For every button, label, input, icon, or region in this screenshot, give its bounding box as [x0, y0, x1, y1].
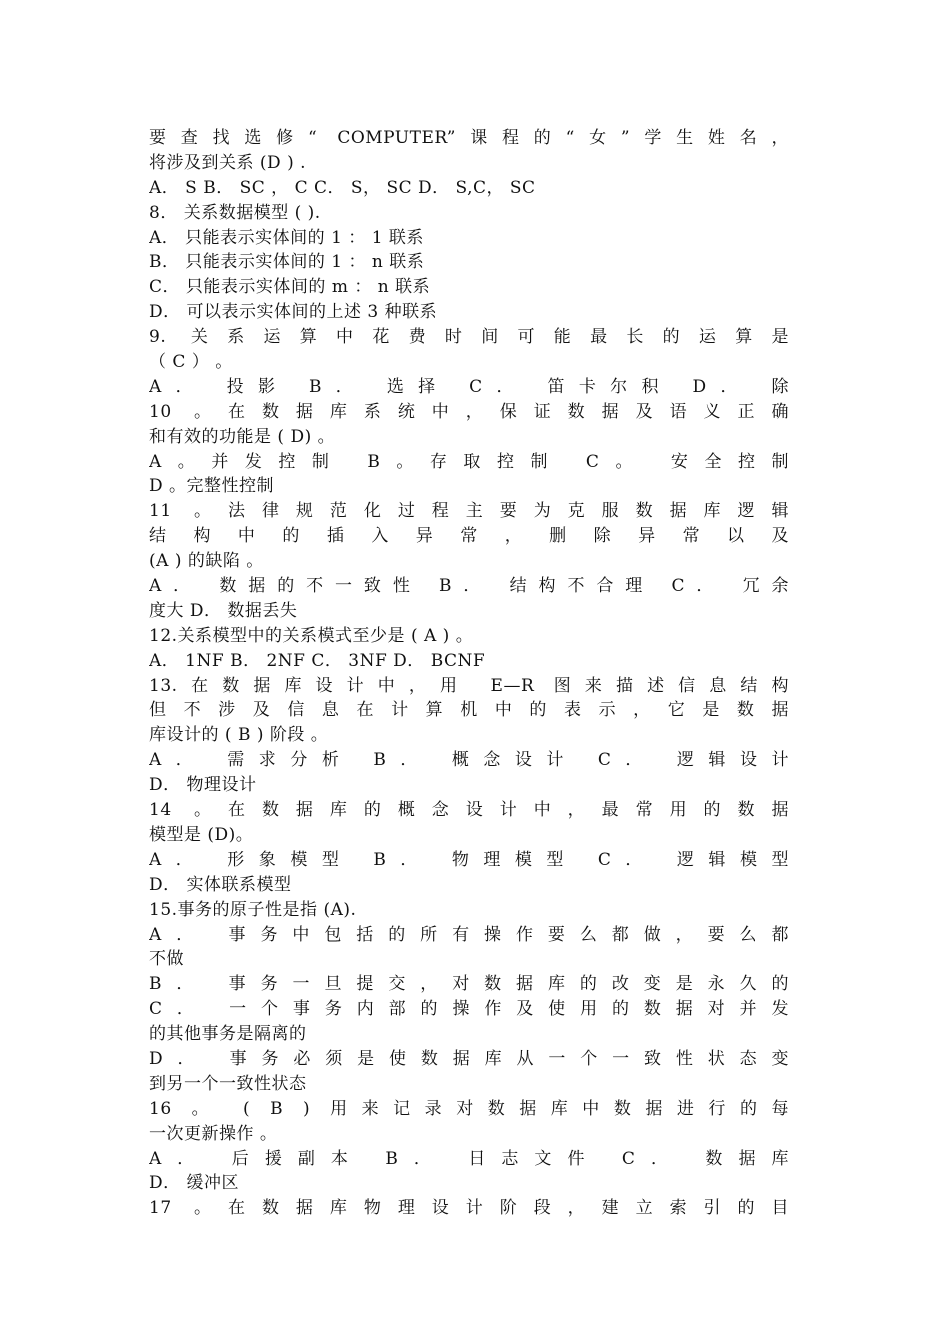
text-line: 到另一个一致性状态 — [149, 1073, 307, 1094]
text-line: 一次更新操作 。 — [149, 1123, 278, 1144]
text-line: A． 需求分析 B． 概念设计 C． 逻辑设计 — [149, 750, 789, 771]
text-line: D． 事务必须是使数据库从一个一致性状态变 — [149, 1048, 789, 1069]
text-line: 8． 关系数据模型 ( ). — [149, 202, 321, 223]
text-line: 不做 — [149, 949, 184, 970]
document-body — [149, 126, 789, 1221]
text-line: 要查找选修“ COMPUTER”课程的“女”学生姓名， — [149, 128, 789, 148]
text-line: 9. 关系运算中花费时间可能最长的运算是 — [149, 327, 789, 348]
text-line: 但不涉及信息在计算机中的表示，它是数据 — [149, 700, 789, 721]
text-line: A． S B． SC ， C C． S， SC D． S,C， SC — [149, 177, 536, 198]
text-line: D． 可以表示实体间的上述 3 种联系 — [149, 302, 438, 323]
text-line: 将涉及到关系 (D ) . — [149, 152, 307, 173]
text-line: A． 数据的不一致性 B． 结构不合理 C． 冗余 — [149, 576, 789, 597]
text-line: 17 。在数据库物理设计阶段，建立索引的目 — [149, 1198, 789, 1219]
text-line: 模型是 (D)。 — [149, 824, 254, 845]
text-line: （ C ） 。 — [149, 352, 233, 373]
text-line: 15.事务的原子性是指 (A). — [149, 899, 357, 920]
text-line: 的其他事务是隔离的 — [149, 1024, 307, 1045]
text-line: 11 。法律规范化过程主要为克服数据库逻辑 — [149, 501, 789, 522]
text-line: A． 只能表示实体间的 1 ： 1 联系 — [149, 227, 424, 248]
text-line: 13.在数据库设计中，用 E—R 图来描述信息结构 — [149, 675, 789, 696]
text-line: 库设计的 ( B ) 阶段 。 — [149, 725, 329, 746]
text-line: 14 。在数据库的概念设计中，最常用的数据 — [149, 800, 789, 821]
text-line: A． 后援副本 B． 日志文件 C． 数据库 — [149, 1148, 789, 1169]
text-line: C． 只能表示实体间的 m ： n 联系 — [149, 277, 431, 298]
text-line: 16 。 ( B ) 用来记录对数据库中数据进行的每 — [149, 1098, 789, 1119]
text-line: A． 形象模型 B． 物理模型 C． 逻辑模型 — [149, 849, 789, 870]
text-line: A． 投影 B． 选择 C． 笛卡尔积 D． 除 — [149, 376, 789, 397]
text-line: 12.关系模型中的关系模式至少是 ( A ) 。 — [149, 625, 474, 646]
text-line: 度大 D． 数据丢失 — [149, 600, 298, 621]
text-line: A． 事务中包括的所有操作要么都做，要么都 — [149, 924, 789, 945]
text-line: C． 一个事务内部的操作及使用的数据对并发 — [149, 999, 789, 1020]
text-line: 结构中的插入异常，删除异常以及 — [149, 526, 789, 547]
text-line: D 。完整性控制 — [149, 476, 275, 497]
text-line: B． 事务一旦提交，对数据库的改变是永久的 — [149, 974, 789, 995]
text-line: A。并发控制 B。存取控制 C。 安全控制 — [149, 451, 789, 472]
text-line: 10 。在数据库系统中，保证数据及语义正确 — [149, 401, 789, 422]
text-line: D． 物理设计 — [149, 775, 257, 796]
text-line: D． 缓冲区 — [149, 1173, 240, 1194]
text-line: B． 只能表示实体间的 1 ： n 联系 — [149, 252, 425, 273]
text-line: A． 1NF B． 2NF C． 3NF D． BCNF — [149, 650, 486, 671]
text-line: D． 实体联系模型 — [149, 874, 292, 895]
text-line: (A ) 的缺陷 。 — [149, 551, 264, 572]
text-line: 和有效的功能是 ( D) 。 — [149, 426, 336, 447]
